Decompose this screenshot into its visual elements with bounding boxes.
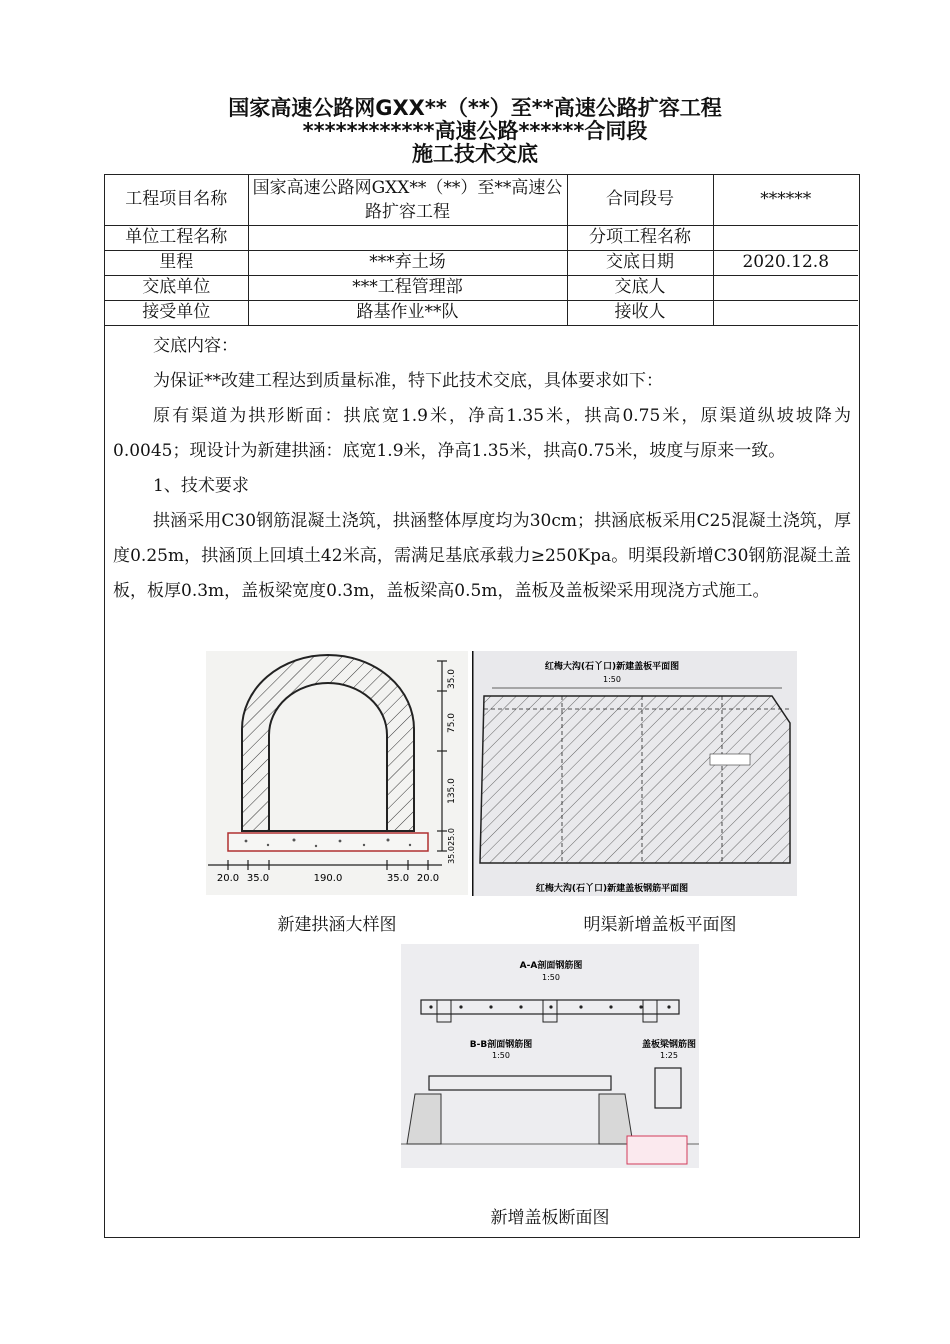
issuer-unit-value: ***工程管理部 [248, 275, 567, 300]
dim-bottom-4: 35.0 [386, 873, 410, 884]
dim-bottom-1: 20.0 [216, 873, 240, 884]
content-heading: 交底内容： [153, 336, 238, 356]
caption-arch [206, 910, 468, 935]
cover-slab-section-svg [401, 944, 699, 1168]
disclosure-sheet [104, 174, 860, 1238]
plan-title-top: 红梅大沟(石丫口)新建盖板平面图 [544, 662, 680, 672]
sub-project-label: 分项工程名称 [567, 225, 713, 250]
dim-right-1: 35.0 [447, 668, 457, 690]
caption-section-text: 新增盖板断面图 [490, 1208, 610, 1228]
mileage-label: 里程 [105, 250, 248, 275]
cover-slab-plan-svg [472, 651, 797, 896]
dim-bottom-2: 35.0 [246, 873, 270, 884]
project-name-label: 工程项目名称 [105, 175, 248, 225]
issuer-unit-label: 交底单位 [105, 275, 248, 300]
caption-arch-text: 新建拱涵大样图 [277, 915, 397, 935]
cover-slab-plan-drawing [472, 651, 797, 896]
contract-no-value: ****** [713, 175, 858, 225]
section-title-beam: 盖板梁钢筋图 [641, 1040, 697, 1050]
section-heading-technical: 1、技术要求 [153, 476, 249, 496]
title-line-3: 施工技术交底 [412, 142, 538, 166]
section-scale-aa: 1:50 [542, 973, 560, 982]
dim-bottom-3: 190.0 [313, 873, 343, 884]
issuer-label: 交底人 [567, 275, 713, 300]
unit-project-label: 单位工程名称 [105, 225, 248, 250]
plan-title-bottom: 红梅大沟(石丫口)新建盖板钢筋平面图 [535, 884, 689, 894]
date-value: 2020.12.8 [713, 250, 858, 275]
arch-culvert-svg [206, 651, 468, 895]
dim-bottom-5: 20.0 [416, 873, 440, 884]
unit-project-value [248, 225, 567, 250]
content-paragraph-3: 拱涵采用C30钢筋混凝土浇筑，拱涵整体厚度均为30cm；拱涵底板采用C25混凝土浇筑，厚度0.25m，拱涵顶上回填土42米高，需满足基底承载力≥250Kpa。明渠段新增C30钢筋混凝土盖板，板厚0.3m，盖板梁宽度0.3m，盖板梁高0.5m，盖板及盖板梁采用现浇方式施工。 [113, 511, 851, 601]
dim-right-5: 35.0 [447, 846, 456, 864]
caption-section [401, 1203, 699, 1228]
receiver-label: 接收人 [567, 300, 713, 325]
issuer-value [713, 275, 858, 300]
section-title-bb: B-B剖面钢筋图 [469, 1040, 533, 1050]
dim-right-3: 135.0 [447, 778, 457, 804]
receiver-value [713, 300, 858, 325]
project-name-value: 国家高速公路网GXX**（**）至**高速公路扩容工程 [248, 175, 567, 225]
dim-right-2: 75.0 [447, 712, 457, 734]
title-line-1: 国家高速公路网GXX**（**）至**高速公路扩容工程 [228, 96, 722, 120]
dim-right-4: 25.0 [447, 828, 456, 846]
receiver-unit-value: 路基作业**队 [248, 300, 567, 325]
section-title-aa: A-A剖面钢筋图 [519, 961, 583, 971]
cover-slab-section-drawing [401, 944, 699, 1168]
content-paragraph-2: 原有渠道为拱形断面：拱底宽1.9米，净高1.35米，拱高0.75米，原渠道纵坡坡降为0.0045；现设计为新建拱涵：底宽1.9米，净高1.35米，拱高0.75米，坡度与原来一致。 [113, 406, 851, 461]
info-table [105, 175, 858, 326]
caption-plan [525, 910, 795, 935]
section-scale-beam: 1:25 [660, 1051, 678, 1060]
plan-scale: 1:50 [603, 675, 621, 684]
mileage-value: ***弃土场 [248, 250, 567, 275]
sub-project-value [713, 225, 858, 250]
document-titles [0, 98, 950, 167]
contract-no-label: 合同段号 [567, 175, 713, 225]
receiver-unit-label: 接受单位 [105, 300, 248, 325]
content-paragraph-1: 为保证**改建工程达到质量标准，特下此技术交底，具体要求如下： [153, 371, 663, 391]
date-label: 交底日期 [567, 250, 713, 275]
arch-culvert-drawing [206, 651, 468, 895]
section-scale-bb: 1:50 [492, 1051, 510, 1060]
title-line-2: ************高速公路******合同段 [302, 119, 648, 143]
disclosure-content [113, 329, 851, 609]
caption-plan-text: 明渠新增盖板平面图 [583, 915, 737, 935]
